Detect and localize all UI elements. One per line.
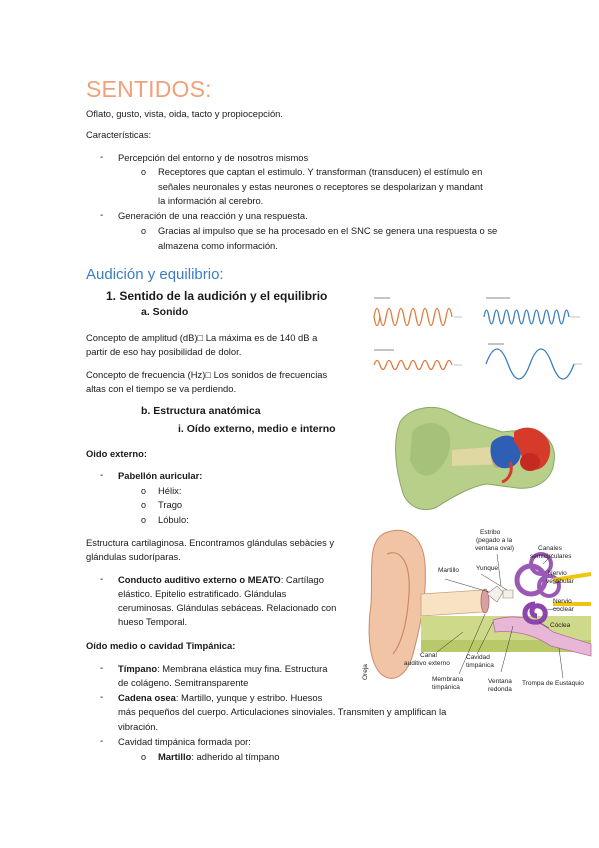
label-canal-2: auditivo externo bbox=[404, 660, 450, 667]
cadena-rest: : Martillo, yunque y estribo. Huesos bbox=[175, 692, 323, 703]
bullet-2-sub-2: almazena como información. bbox=[158, 240, 278, 251]
cadena-line-2: más pequeños del cuerpo. Articulaciones sinoviales. Transmiten y amplifican la bbox=[118, 706, 447, 717]
bullet-1-sub-3: la información al cerebro. bbox=[158, 195, 264, 206]
pabellon-label: Pabellón auricular: bbox=[118, 470, 203, 481]
label-ventana-2: redonda bbox=[488, 686, 512, 693]
timpano-bold: Tímpano bbox=[118, 663, 158, 674]
cadena-bold: Cadena osea bbox=[118, 692, 176, 703]
caracteristicas-label: Características: bbox=[86, 129, 152, 140]
pabellon-item: Trago bbox=[158, 499, 183, 510]
label-nervio-coclear-2: coclear bbox=[553, 606, 574, 613]
oido-externo-label: Oido externo: bbox=[86, 448, 147, 459]
ear-illustration-color bbox=[392, 402, 567, 517]
sound-waves-figure bbox=[370, 292, 590, 382]
label-membrana-2: timpánica bbox=[432, 684, 460, 691]
timpano-line-1 bbox=[118, 662, 327, 677]
conducto-line-1 bbox=[118, 573, 324, 588]
label-coclea: Cóclea bbox=[550, 622, 571, 629]
dash-bullet: - bbox=[100, 663, 104, 674]
label-oreja: Oreja bbox=[362, 664, 369, 680]
label-martillo: Martillo bbox=[438, 567, 459, 574]
dash-bullet: - bbox=[100, 210, 104, 221]
conducto-line-3: ceruminosas. Glándulas sebáceas. Relacionado con bbox=[118, 602, 337, 613]
conducto-line-2: elástico. Epitelio estratificado. Glándulas bbox=[118, 588, 287, 599]
timpano-rest: : Membrana elástica muy fina. Estructura bbox=[157, 663, 328, 674]
dash-bullet: - bbox=[100, 470, 104, 481]
label-canales-2: semicirculares bbox=[530, 553, 572, 560]
subheading-a: a. Sonido bbox=[141, 306, 189, 318]
martillo-bold: Martillo bbox=[158, 751, 192, 762]
frecuencia-line-2: altas con el tiempo se va perdiendo. bbox=[86, 383, 237, 394]
cavidad-line: Cavidad timpánica formada por: bbox=[118, 736, 251, 747]
label-cavidad-2: timpánica bbox=[466, 662, 494, 669]
label-estribo-2: (pegado a la bbox=[476, 537, 513, 544]
circle-bullet: o bbox=[141, 515, 147, 525]
dash-bullet: - bbox=[100, 152, 104, 163]
label-nervio-vestibular: Nervio bbox=[548, 570, 567, 577]
dash-bullet: - bbox=[100, 692, 104, 703]
bullet-2: Generación de una reacción y una respuesta. bbox=[118, 210, 308, 221]
cartilaginosa-line-1: Estructura cartilaginosa. Encontramos glándulas sebàcies y bbox=[86, 537, 335, 548]
label-membrana: Membrana bbox=[432, 676, 464, 683]
conducto-bold: Conducto auditivo externo o MEATO bbox=[118, 574, 281, 585]
pabellon-item: Lóbulo: bbox=[158, 514, 189, 525]
dash-bullet: - bbox=[100, 736, 104, 747]
label-ventana: Ventana bbox=[488, 678, 512, 685]
timpano-line-2: de colágeno. Semitransparente bbox=[118, 677, 249, 688]
label-nervio-vestibular-2: vestibular bbox=[546, 578, 574, 585]
section-heading: Audición y equilibrio: bbox=[86, 266, 224, 283]
intro-text: Oflato, gusto, vista, oida, tacto y propiocepción. bbox=[86, 108, 283, 119]
dash-bullet: - bbox=[100, 574, 104, 585]
martillo-line bbox=[158, 750, 279, 765]
bullet-2-sub-1: Gracias al impulso que se ha procesado en el SNC se genera una respuesta o se bbox=[158, 225, 498, 236]
subheading-b: b. Estructura anatómica bbox=[141, 405, 261, 417]
conducto-line-4: hueso Temporal. bbox=[118, 616, 188, 627]
oido-medio-label: Oído medio o cavidad Timpánica: bbox=[86, 640, 236, 651]
label-canal: Canal bbox=[420, 652, 437, 659]
label-cavidad: Cavidad bbox=[466, 654, 490, 661]
label-estribo: Estribo bbox=[480, 529, 501, 536]
wave-low-amplitude bbox=[374, 350, 462, 370]
cadena-line-1 bbox=[118, 691, 322, 706]
cadena-line-3: vibración. bbox=[118, 721, 159, 732]
martillo-rest: : adherido al tímpano bbox=[191, 751, 280, 762]
circle-bullet: o bbox=[141, 500, 147, 510]
amplitud-line-2: partir de eso hay posibilidad de dolor. bbox=[86, 346, 242, 357]
conducto-rest: : Cartílago bbox=[280, 574, 324, 585]
label-trompa: Trompa de Eustaquio bbox=[522, 680, 584, 687]
page-title: SENTIDOS: bbox=[86, 76, 212, 102]
label-yunque: Yunque bbox=[476, 565, 499, 572]
label-canales: Canales bbox=[538, 545, 562, 552]
circle-bullet: o bbox=[141, 752, 147, 762]
label-estribo-3: ventana oval) bbox=[475, 545, 515, 552]
pabellon-item: Hélix: bbox=[158, 485, 182, 496]
circle-bullet: o bbox=[141, 167, 147, 177]
subheading-i: i. Oído externo, medio e interno bbox=[178, 423, 336, 435]
numbered-heading-1: 1. Sentido de la audición y el equilibrio bbox=[106, 289, 328, 303]
amplitud-line-1: Concepto de amplitud (dB)□ La máxima es de 140 dB a bbox=[86, 332, 318, 343]
bullet-1-sub-1: Receptores que captan el estimulo. Y transforman (transducen) el estímulo en bbox=[158, 166, 483, 177]
circle-bullet: o bbox=[141, 226, 147, 236]
bullet-1: Percepción del entorno y de nosotros mismos bbox=[118, 152, 309, 163]
wave-high-frequency bbox=[484, 298, 580, 324]
cartilaginosa-line-2: glándulas sudoríparas. bbox=[86, 551, 181, 562]
frecuencia-line-1: Concepto de frecuencia (Hz)□ Los sonidos de frecuencias bbox=[86, 369, 328, 380]
label-nervio-coclear: Nervio bbox=[553, 598, 572, 605]
bullet-1-sub-2: señales neuronales y estas neurones o receptores se despolarizan y mandant bbox=[158, 181, 483, 192]
circle-bullet: o bbox=[141, 486, 147, 496]
wave-low-frequency bbox=[486, 344, 582, 379]
wave-high-amplitude bbox=[374, 298, 462, 326]
